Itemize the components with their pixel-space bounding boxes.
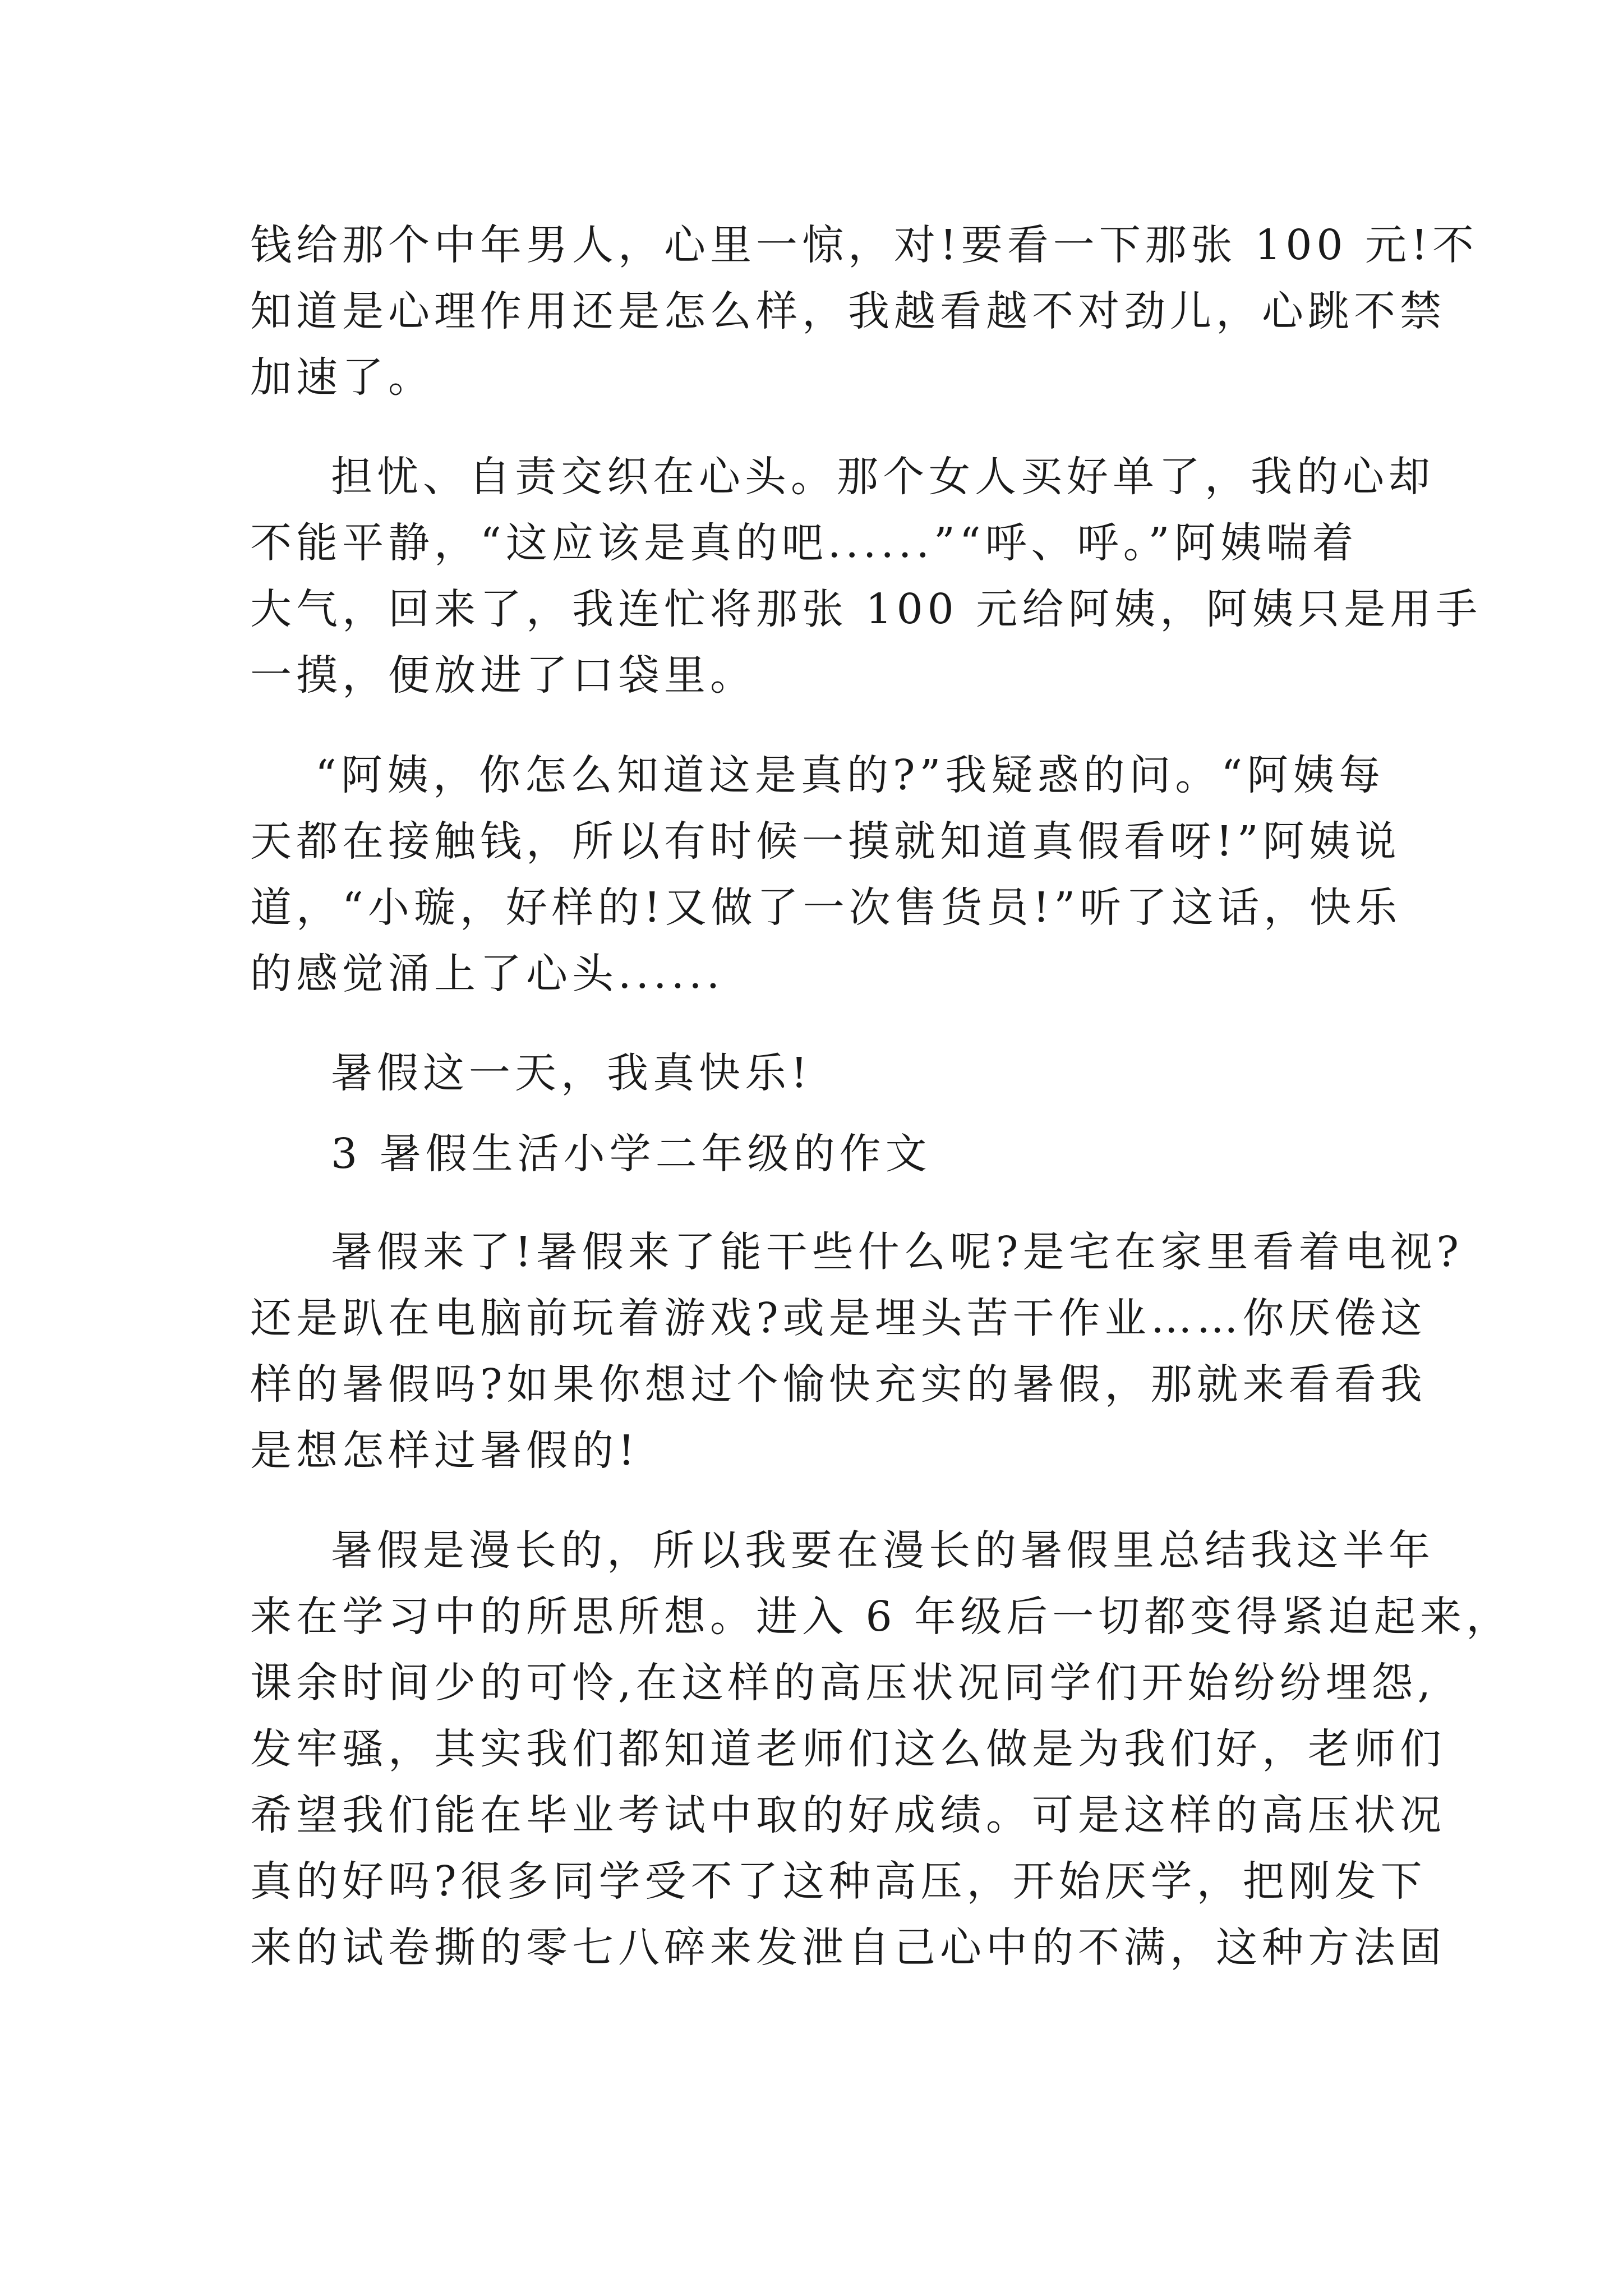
- text-line: 加速了。: [250, 353, 434, 402]
- text-line: 真的好吗?很多同学受不了这种高压，开始厌学，把刚发下: [250, 1857, 1427, 1906]
- text-line: 大气，回来了，我连忙将那张 100 元给阿姨，阿姨只是用手: [250, 585, 1482, 633]
- text-line: 暑假这一天，我真快乐!: [331, 1049, 812, 1097]
- text-line: “阿姨，你怎么知道这是真的?”我疑惑的问。“阿姨每: [315, 751, 1385, 799]
- text-line: 钱给那个中年男人，心里一惊，对!要看一下那张 100 元!不: [250, 221, 1478, 269]
- text-line: 希望我们能在毕业考试中取的好成绩。可是这样的高压状况: [250, 1791, 1446, 1839]
- text-line: 来在学习中的所思所想。进入 6 年级后一切都变得紧迫起来，: [250, 1593, 1513, 1641]
- text-line: 一摸，便放进了口袋里。: [250, 651, 756, 700]
- text-line: 不能平静，“这应该是真的吧......”“呼、呼。”阿姨喘着: [250, 519, 1358, 567]
- text-line: 暑假是漫长的，所以我要在漫长的暑假里总结我这半年: [331, 1526, 1435, 1575]
- text-line: 是想怎样过暑假的!: [250, 1427, 639, 1475]
- text-line: 暑假来了!暑假来了能干些什么呢?是宅在家里看着电视?: [331, 1228, 1464, 1276]
- text-line: 天都在接触钱，所以有时候一摸就知道真假看呀!”阿姨说: [250, 817, 1401, 866]
- section-heading: 3 暑假生活小学二年级的作文: [331, 1130, 932, 1178]
- text-line: 发牢骚，其实我们都知道老师们这么做是为我们好，老师们: [250, 1725, 1446, 1773]
- text-line: 道，“小璇，好样的!又做了一次售货员!”听了这话，快乐: [250, 884, 1402, 932]
- text-line: 知道是心理作用还是怎么样，我越看越不对劲儿，心跳不禁: [250, 287, 1446, 335]
- text-line: 来的试卷撕的零七八碎来发泄自己心中的不满，这种方法固: [250, 1924, 1446, 1972]
- text-line: 还是趴在电脑前玩着游戏?或是埋头苦干作业……你厌倦这: [250, 1294, 1427, 1342]
- text-line: 的感觉涌上了心头......: [250, 950, 725, 998]
- text-line: 样的暑假吗?如果你想过个愉快充实的暑假，那就来看看我: [250, 1360, 1427, 1409]
- text-line: 担忧、自责交织在心头。那个女人买好单了，我的心却: [331, 453, 1435, 501]
- text-line: 课余时间少的可怜,在这样的高压状况同学们开始纷纷埋怨,: [250, 1659, 1436, 1707]
